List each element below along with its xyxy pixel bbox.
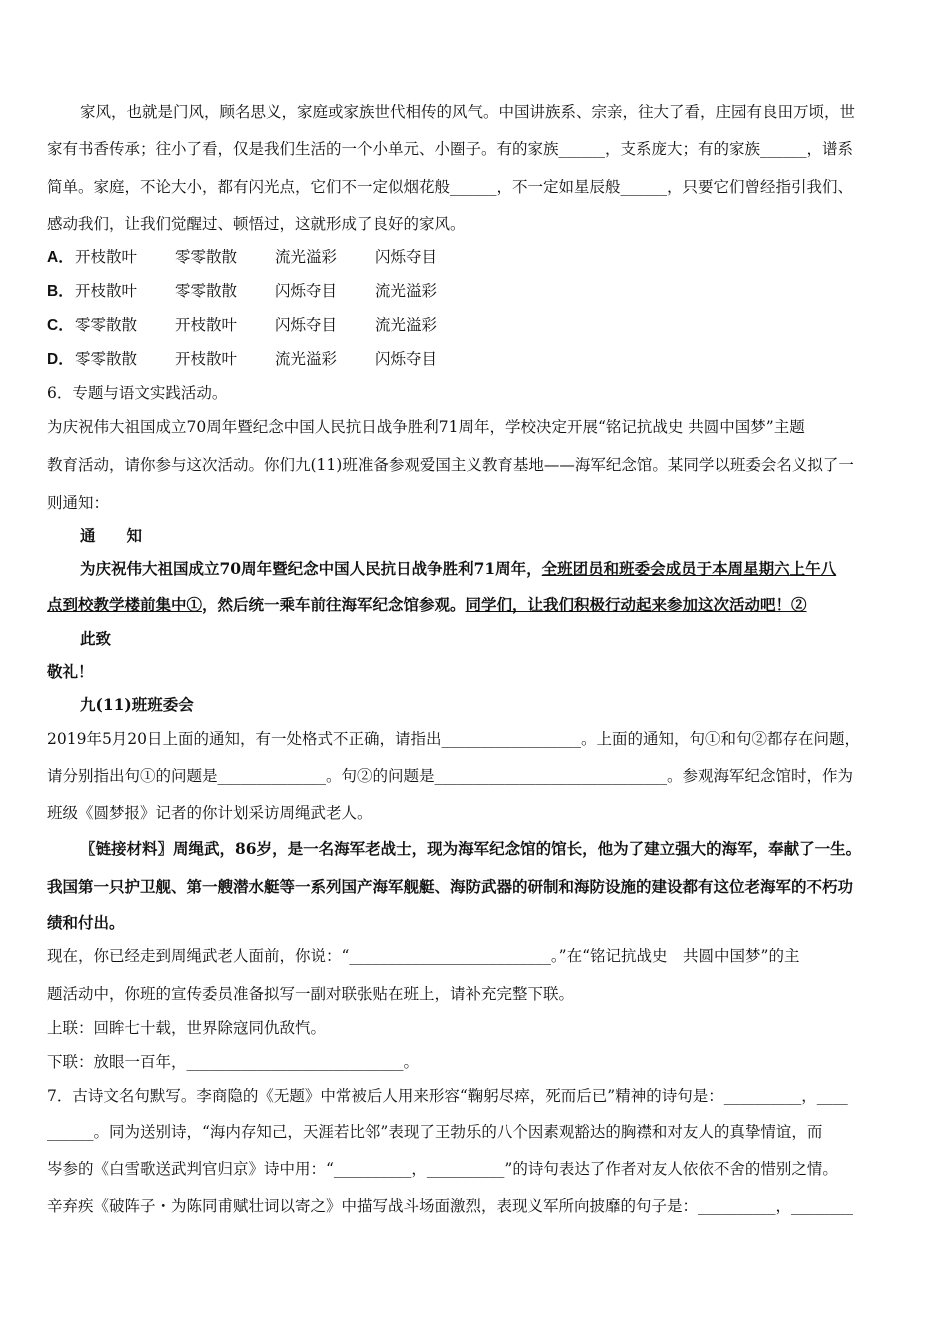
option-label: C．	[47, 317, 74, 334]
question-line: 题活动中，你班的宣传委员准备拟写一副对联张贴在班上，请补充完整下联。	[47, 985, 575, 1003]
question-7-line: 7．古诗文名句默写。李商隐的《无题》中常被后人用来形容“鞠躬尽瘁，死而后已”精神的诗句是：__________，____	[47, 1087, 848, 1105]
sentence-2-underlined: 同学们，让我们积极行动起来参加这次活动吧！②	[465, 595, 807, 614]
question-line: 请分别指出句①的问题是______________。句②的问题是______________________________。参观海军纪念馆时，作为	[47, 767, 854, 785]
option-word: 流光溢彩	[375, 316, 438, 334]
notice-line	[80, 558, 836, 580]
option-word: 流光溢彩	[275, 248, 338, 266]
intro-line: 为庆祝伟大祖国成立70周年暨纪念中国人民抗日战争胜利71周年，学校决定开展“铭记抗战史 共圆中国梦”主题	[47, 418, 805, 436]
question-line: 现在，你已经走到周绳武老人面前，你说：“__________________________。”在“铭记抗战史 共圆中国梦”的主	[47, 947, 800, 965]
paragraph-line: 感动我们，让我们觉醒过、顿悟过，这就形成了良好的家风。	[47, 215, 466, 233]
paragraph-line: 简单。家庭，不论大小，都有闪光点，它们不一定似烟花般______，不一定如星辰般______，只要它们曾经指引我们、	[47, 178, 854, 196]
notice-signer: 九(11)班班委会	[80, 695, 194, 714]
couplet-lower: 下联：放眼一百年，____________________________。	[47, 1053, 420, 1071]
option-word: 开枝散叶	[75, 248, 138, 266]
option-word: 闪烁夺目	[275, 282, 338, 300]
question-7-line: 岑参的《白雪歌送武判官归京》诗中用：“__________，__________”的诗句表达了作者对友人依依不舍的惜别之情。	[47, 1160, 838, 1178]
option-word: 闪烁夺目	[275, 316, 338, 334]
paragraph-line: 家有书香传承；往小了看，仅是我们生活的一个小单元、小圈子。有的家族______，支系庞大；有的家族______，谱系	[47, 140, 854, 158]
option-word: 流光溢彩	[275, 350, 338, 368]
option-word: 零零散散	[75, 350, 138, 368]
option-label: D．	[47, 351, 74, 368]
option-label: A．	[47, 249, 74, 266]
option-c	[47, 314, 475, 337]
option-d	[47, 348, 475, 371]
paragraph-line: 家风，也就是门风，顾名思义，家庭或家族世代相传的风气。中国讲族系、宗亲，往大了看，庄园有良田万顷，世	[80, 103, 856, 121]
notice-cizhi: 此致	[80, 629, 112, 648]
option-word: 零零散散	[175, 248, 238, 266]
option-word: 开枝散叶	[75, 282, 138, 300]
sentence-1-underlined: 全班团员和班委会成员于本周星期六上午八	[541, 559, 837, 578]
option-a	[47, 246, 475, 269]
option-word: 流光溢彩	[375, 282, 438, 300]
option-label: B．	[47, 283, 74, 300]
sentence-1-underlined: 点到校教学楼前集中①	[47, 595, 203, 614]
option-b	[47, 280, 475, 303]
question-7-line: ______。同为送别诗，“海内存知己，天涯若比邻”表现了王勃乐的八个因素观豁达的胸襟和对友人的真挚情谊，而	[47, 1123, 823, 1141]
notice-line	[47, 594, 807, 616]
option-word: 零零散散	[175, 282, 238, 300]
question-line: 班级《圆梦报》记者的你计划采访周绳武老人。	[47, 804, 373, 822]
option-word: 开枝散叶	[175, 316, 238, 334]
intro-line: 则通知：	[47, 494, 110, 512]
option-word: 闪烁夺目	[375, 350, 438, 368]
option-word: 零零散散	[75, 316, 138, 334]
option-word: 闪烁夺目	[375, 248, 438, 266]
notice-text: 为庆祝伟大祖国成立70周年暨纪念中国人民抗日战争胜利71周年，	[80, 559, 542, 578]
notice-title: 通 知	[80, 526, 143, 545]
material-line: 绩和付出。	[47, 913, 125, 932]
notice-text: ，然后统一乘车前往海军纪念馆参观。	[202, 595, 466, 614]
question-7-line: 辛弃疾《破阵子・为陈同甫赋壮词以寄之》中描写战斗场面激烈，表现义军所向披靡的句子是：__________，________	[47, 1197, 854, 1215]
notice-jingli: 敬礼！	[47, 662, 94, 681]
intro-line: 教育活动，请你参与这次活动。你们九(11)班准备参观爱国主义教育基地——海军纪念馆。某同学以班委会名义拟了一	[47, 456, 854, 474]
couplet-upper: 上联：回眸七十载，世界除寇同仇敌忾。	[47, 1019, 327, 1037]
question-6-heading: 6．专题与语文实践活动。	[47, 384, 228, 402]
option-word: 开枝散叶	[175, 350, 238, 368]
material-line: 我国第一只护卫舰、第一艘潜水艇等一系列国产海军舰艇、海防武器的研制和海防设施的建设都有这位老海军的不朽功	[47, 877, 854, 896]
material-line: 〖链接材料〗周绳武，86岁，是一名海军老战士，现为海军纪念馆的馆长，他为了建立强大的海军，奉献了一生。	[80, 839, 862, 858]
question-line: 2019年5月20日上面的通知，有一处格式不正确，请指出__________________。上面的通知，句①和句②都存在问题，	[47, 730, 861, 748]
